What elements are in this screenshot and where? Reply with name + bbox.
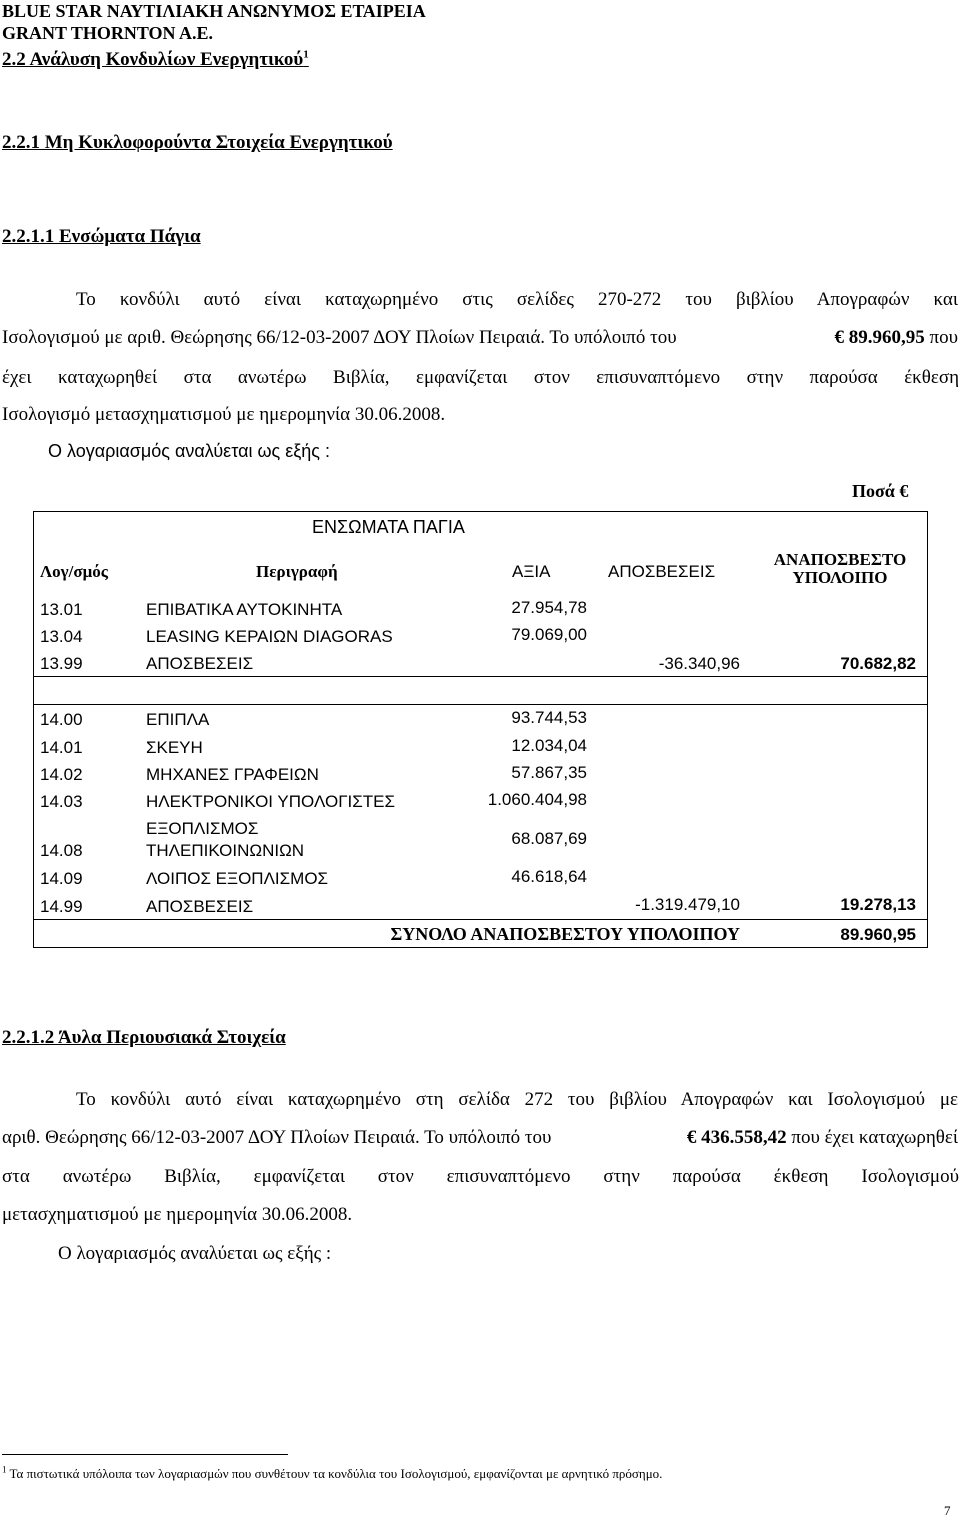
col-header-residual-line-2: ΥΠΟΛΟΙΠΟ [792,568,888,587]
footnote-ref: 1 [303,48,309,61]
section-2-2-1-title: 2.2.1 Μη Κυκλοφορούντα Στοιχεία Ενεργητικού [2,132,393,153]
row-3-account: 13.99 [40,654,83,673]
row-6-account: 14.02 [40,765,83,784]
row-5-value: 12.034,04 [511,736,587,755]
intangible-paragraph-line-3: στα ανωτέρω Βιβλία, εμφανίζεται στον επισυναπτόμενο στην παρούσα έκθεση Ισολογισμού [2,1166,959,1187]
row-4-value: 93.744,53 [511,708,587,727]
row-5-account: 14.01 [40,738,83,757]
row-8-value: 68.087,69 [511,829,587,848]
row-4-account: 14.00 [40,710,83,729]
row-2-value: 79.069,00 [511,625,587,644]
section-2-2-1-1-title: 2.2.1.1 Ενσώματα Πάγια [2,226,201,247]
col-header-value: ΑΞΙΑ [512,562,551,581]
row-10-description: ΑΠΟΣΒΕΣΕΙΣ [146,897,254,916]
row-1-value: 27.954,78 [511,598,587,617]
col-header-account: Λογ/σμός [40,562,108,581]
footnote-number: 1 [2,1464,7,1475]
row-1-account: 13.01 [40,600,83,619]
tangible-balance: € 89.960,95 που [834,327,958,348]
row-3-depreciation: -36.340,96 [658,654,740,673]
intangible-analysis-intro: Ο λογαριασμός αναλύεται ως εξής : [58,1243,332,1264]
row-7-value: 1.060.404,98 [487,790,587,809]
section-2-2-1-2-title: 2.2.1.2 Άυλα Περιουσιακά Στοιχεία [2,1027,286,1048]
row-7-account: 14.03 [40,792,83,811]
page-number: 7 [944,1503,951,1518]
intangible-paragraph-line-4: μετασχηματισμού με ημερομηνία 30.06.2008. [2,1204,353,1225]
total-label: ΣΥΝΟΛΟ ΑΝΑΠΟΣΒΕΣΤΟΥ ΥΠΟΛΟΙΠΟΥ [390,924,740,944]
footnote-text: Τα πιστωτικά υπόλοιπα των λογαριασμών που συνθέτουν τα κονδύλια του Ισολογισμού, εμφανίζονται με αρνητικό πρόσημο. [9,1466,663,1481]
row-8-account: 14.08 [40,841,83,860]
col-header-description: Περιγραφή [256,562,338,581]
row-5-description: ΣΚΕΥΗ [146,738,203,757]
row-9-description: ΛΟΙΠΟΣ ΕΞΟΠΛΙΣΜΟΣ [146,869,329,888]
row-3-description: ΑΠΟΣΒΕΣΕΙΣ [146,654,254,673]
row-8-description-line-2: ΤΗΛΕΠΙΚΟΙΝΩΝΙΩΝ [146,841,305,860]
row-10-account: 14.99 [40,897,83,916]
footnote-separator [2,1454,288,1455]
col-header-residual-line-1: ΑΝΑΠΟΣΒΕΣΤΟ [773,550,907,569]
footnote [2,1464,663,1481]
row-10-residual: 19.278,13 [840,895,916,914]
section-2-2-title: 2.2 Ανάλυση Κονδυλίων Ενεργητικού$^1$ [2,48,309,70]
auditor-name: GRANT THORNTON A.E. [2,23,214,43]
row-2-account: 13.04 [40,627,83,646]
row-3-residual: 70.682,82 [840,654,916,673]
row-8-description-line-1: ΕΞΟΠΛΙΣΜΟΣ [146,819,259,838]
row-6-description: ΜΗΧΑΝΕΣ ΓΡΑΦΕΙΩΝ [146,765,319,784]
tangible-paragraph-line-3: έχει καταχωρηθεί στα ανωτέρω Βιβλία, εμφανίζεται στον επισυναπτόμενο στην παρούσα έκθεση [2,367,959,388]
row-2-description: LEASING ΚΕΡΑΙΩΝ DIAGORAS [146,627,393,646]
row-7-description: ΗΛΕΚΤΡΟΝΙΚΟΙ ΥΠΟΛΟΓΙΣΤΕΣ [146,792,396,811]
intangible-paragraph-line-2-text: αριθ. Θεώρησης 66/12-03-2007 ΔΟΥ Πλοίων Πειραιά. Το υπόλοιπό του [2,1127,552,1148]
tangible-paragraph-line-2 [2,328,958,348]
row-1-description: ΕΠΙΒΑΤΙΚΑ ΑΥΤΟΚΙΝΗΤΑ [146,600,343,619]
tangible-paragraph-line-2-text: Ισολογισμού με αριθ. Θεώρησης 66/12-03-2007 ΔΟΥ Πλοίων Πειραιά. Το υπόλοιπό του [2,327,677,348]
row-6-value: 57.867,35 [511,763,587,782]
row-10-depreciation: -1.319.479,10 [635,895,740,914]
total-value: 89.960,95 [840,925,916,944]
tangible-analysis-intro: Ο λογαριασμός αναλύεται ως εξής : [48,441,330,461]
row-9-value: 46.618,64 [511,867,587,886]
intangible-balance: € 436.558,42 που έχει καταχωρηθεί [686,1127,958,1148]
amounts-label: Ποσά € [852,481,909,501]
intangible-paragraph-line-2 [2,1128,958,1148]
col-header-depreciation: ΑΠΟΣΒΕΣΕΙΣ [608,562,716,581]
tangible-paragraph-line-1: Το κονδύλι αυτό είναι καταχωρημένο στις σελίδες 270-272 του βιβλίου Απογραφών και [76,289,958,310]
tangible-paragraph-line-4: Ισολογισμό μετασχηματισμού με ημερομηνία 30.06.2008. [2,404,446,425]
company-name: BLUE STAR ΝΑΥΤΙΛΙΑΚΗ ΑΝΩΝΥΜΟΣ ΕΤΑΙΡΕΙΑ [2,1,426,21]
intangible-paragraph-line-1: Το κονδύλι αυτό είναι καταχωρημένο στη σελίδα 272 του βιβλίου Απογραφών και Ισολογισμού με [76,1089,958,1110]
row-9-account: 14.09 [40,869,83,888]
col-header-residual [756,551,924,587]
row-4-description: ΕΠΙΠΛΑ [146,710,210,729]
table-group-title: ΕΝΣΩΜΑΤΑ ΠΑΓΙΑ [312,517,465,537]
